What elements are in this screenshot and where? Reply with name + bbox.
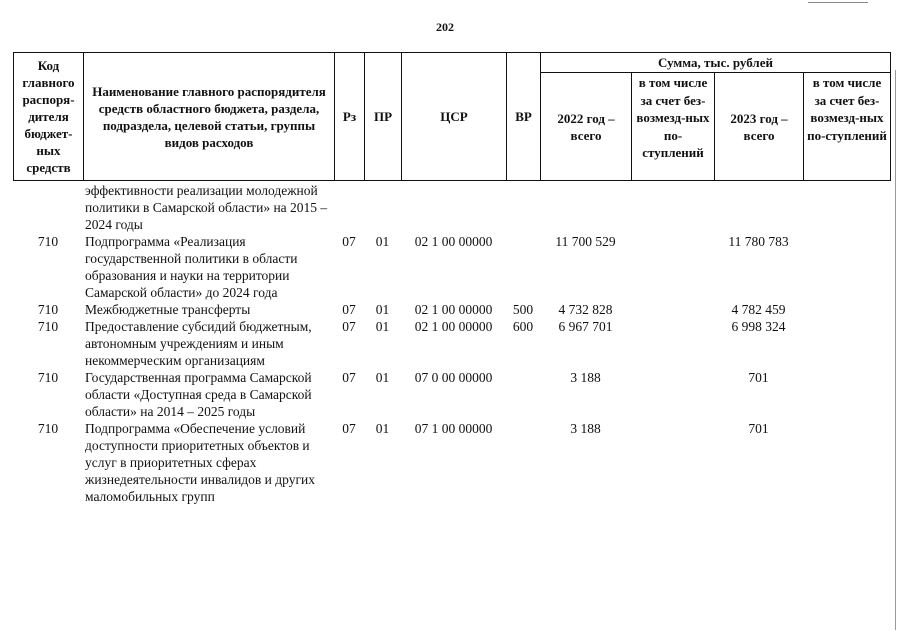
cell-sum-2022-incl <box>631 420 714 505</box>
cell-sum-2023-incl <box>803 182 890 233</box>
header-sum: Сумма, тыс. рублей <box>541 53 891 73</box>
cell-name: эффективности реализации молодежной политики в Самарской области» на 2015 – 2024 годы <box>85 183 328 232</box>
cell-sum-2023: 701 <box>748 421 769 436</box>
cell-csr <box>401 182 506 233</box>
cell-sum-2023: 11 780 783 <box>728 234 789 249</box>
cell-sum-2022-incl <box>631 182 714 233</box>
cell-vr: 500 <box>512 302 534 317</box>
cell-sum-2022-incl <box>631 301 714 318</box>
cell-sum-2022: 4 732 828 <box>558 302 613 317</box>
cell-sum-2023 <box>714 182 803 233</box>
cell-rz: 07 <box>342 421 356 436</box>
cell-vr <box>506 420 540 505</box>
cell-sum-2022-incl <box>631 369 714 420</box>
cell-sum-2022-incl <box>631 233 714 301</box>
header-csr: ЦСР <box>402 53 507 181</box>
table-row <box>13 301 890 318</box>
cell-rz: 07 <box>342 319 356 334</box>
table-row <box>13 233 890 301</box>
table-header <box>13 52 891 181</box>
table-body <box>13 182 890 505</box>
header-pr: ПР <box>365 53 402 181</box>
cell-sum-2022: 3 188 <box>570 370 601 385</box>
cell-rz <box>334 182 364 233</box>
cell-vr: 600 <box>512 319 534 334</box>
cell-sum-2022: 3 188 <box>570 421 601 436</box>
cell-sum-2022: 6 967 701 <box>558 319 613 334</box>
cell-sum-2023-incl <box>803 301 890 318</box>
header-rz: Рз <box>335 53 365 181</box>
cell-code: 710 <box>37 234 59 249</box>
cell-csr: 02 1 00 00000 <box>414 302 493 317</box>
header-2023-incl: в том числе за счет без-возмезд-ных по-ступлений <box>804 73 891 181</box>
cell-code: 710 <box>37 370 59 385</box>
cell-csr: 02 1 00 00000 <box>414 319 493 334</box>
page-number: 202 <box>436 20 454 34</box>
cell-csr: 02 1 00 00000 <box>414 234 493 249</box>
cell-rz: 07 <box>342 302 356 317</box>
cell-name: Государственная программа Самарской области «Доступная среда в Самарской области» на 2014 – 2025 годы <box>85 370 312 419</box>
cell-sum-2023-incl <box>803 369 890 420</box>
cell-pr: 01 <box>375 302 390 317</box>
right-edge-line <box>895 70 896 630</box>
cell-sum-2022 <box>540 182 631 233</box>
header-name: Наименование главного распорядителя средств областного бюджета, раздела, подраздела, целевой статьи, группы видов расходов <box>84 53 335 181</box>
cell-name: Подпрограмма «Обеспечение условий доступности приоритетных объектов и услуг в приоритетных сферах жизнедеятельности инвалидов и других маломобильных групп <box>85 421 315 504</box>
table-row <box>13 318 890 369</box>
cell-csr: 07 0 00 00000 <box>414 370 493 385</box>
cell-sum-2023-incl <box>803 233 890 301</box>
cell-code <box>13 182 83 233</box>
header-2022-total: 2022 год – всего <box>541 73 632 181</box>
cell-sum-2023: 4 782 459 <box>731 302 786 317</box>
cell-sum-2023: 6 998 324 <box>731 319 786 334</box>
cell-sum-2023: 701 <box>748 370 769 385</box>
cell-vr <box>506 182 540 233</box>
cell-code: 710 <box>37 319 59 334</box>
table-row <box>13 420 890 505</box>
table-row <box>13 369 890 420</box>
cell-name: Предоставление субсидий бюджетным, автономным учреждениям и иным некоммерческим организациям <box>85 319 312 368</box>
table-row <box>13 182 890 233</box>
cell-code: 710 <box>37 302 59 317</box>
cell-csr: 07 1 00 00000 <box>414 421 493 436</box>
header-2022-incl: в том числе за счет без-возмезд-ных по-ступлений <box>632 73 715 181</box>
cell-pr <box>364 182 401 233</box>
cell-sum-2022-incl <box>631 318 714 369</box>
cell-vr <box>506 369 540 420</box>
top-rule <box>808 2 868 3</box>
cell-pr: 01 <box>375 319 390 334</box>
header-2023-total: 2023 год – всего <box>715 73 804 181</box>
cell-pr: 01 <box>375 421 390 436</box>
cell-rz: 07 <box>342 234 356 249</box>
cell-vr <box>506 233 540 301</box>
cell-rz: 07 <box>342 370 356 385</box>
cell-name: Подпрограмма «Реализация государственной политики в области образования и науки на территории Самарской области» до 2024 года <box>85 234 298 300</box>
cell-pr: 01 <box>375 370 390 385</box>
header-kod: Код главного распоря-дителя бюджет-ных средств <box>14 53 84 181</box>
cell-code: 710 <box>37 421 59 436</box>
cell-name: Межбюджетные трансферты <box>85 302 251 317</box>
header-vr: ВР <box>507 53 541 181</box>
cell-sum-2023-incl <box>803 420 890 505</box>
cell-sum-2023-incl <box>803 318 890 369</box>
cell-pr: 01 <box>375 234 390 249</box>
cell-sum-2022: 11 700 529 <box>555 234 616 249</box>
